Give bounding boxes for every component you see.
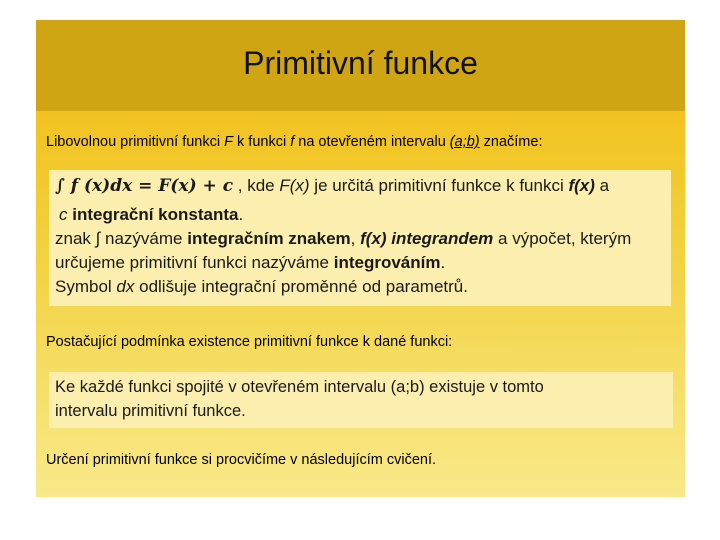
def-l3-bold1: integračním znakem: [187, 229, 351, 248]
intro-text: [46, 134, 542, 150]
theorem-line-1: Ke každé funkci spojité v otevřeném intervalu (a;b) existuje v tomto: [55, 378, 544, 396]
def-l3-p1: znak ∫ nazýváme: [55, 229, 188, 248]
def-l2-end: .: [238, 205, 244, 224]
title-bar: [36, 20, 685, 111]
intro-part-4: značíme:: [479, 134, 543, 150]
def-l4-end: .: [440, 253, 446, 272]
footer-text: Určení primitivní funkce si procvičíme v následujícím cvičení.: [46, 452, 437, 468]
intro-F: F: [224, 134, 233, 150]
def-l1-p2: je určitá primitivní funkce k funkci: [309, 176, 569, 195]
intro-part-1: Libovolnou primitivní funkci: [46, 134, 225, 150]
condition-heading: Postačující podmínka existence primitivní funkce k dané funkci:: [46, 334, 453, 350]
def-l5-p1: Symbol: [55, 277, 117, 296]
def-l5-dx: dx: [116, 277, 135, 296]
definition-line-1: [55, 176, 609, 196]
def-l3-p3: a výpočet: [493, 229, 571, 248]
def-l3-p4: , kterým: [570, 229, 632, 248]
theorem-box: [49, 372, 673, 428]
definition-line-5: [55, 277, 468, 297]
slide: [36, 20, 685, 497]
def-l3-p2: ,: [350, 229, 361, 248]
intro-part-2: k funkci: [232, 134, 291, 150]
def-l3-bold2: f(x) integrandem: [360, 229, 494, 248]
theorem-line-2: intervalu primitivní funkce.: [55, 402, 246, 420]
def-l1-Fx: F(x): [279, 176, 310, 195]
definition-line-3: [55, 229, 631, 249]
intro-interval: (a;b): [449, 134, 480, 150]
def-l4-p1: určujeme primitivní funkci nazýváme: [55, 253, 334, 272]
integral-formula: ∫ f (x)dx = F(x) + c: [55, 176, 234, 196]
def-l5-p2: odlišuje integrační proměnné od parametrů.: [134, 277, 468, 296]
def-l2-bold: integrační konstanta: [67, 205, 239, 224]
def-l1-p1: , kde: [233, 176, 280, 195]
def-l1-fx: f(x): [568, 176, 595, 195]
def-l1-p3: a: [594, 176, 610, 195]
intro-part-3: na otevřeném intervalu: [294, 134, 450, 150]
slide-title: Primitivní funkce: [243, 45, 478, 81]
definition-box: [49, 170, 671, 306]
def-l4-bold: integrováním: [333, 253, 441, 272]
intro-f: f: [290, 134, 295, 150]
def-l2-c: c: [59, 205, 68, 224]
definition-line-2: [59, 205, 243, 225]
definition-line-4: [55, 253, 445, 273]
